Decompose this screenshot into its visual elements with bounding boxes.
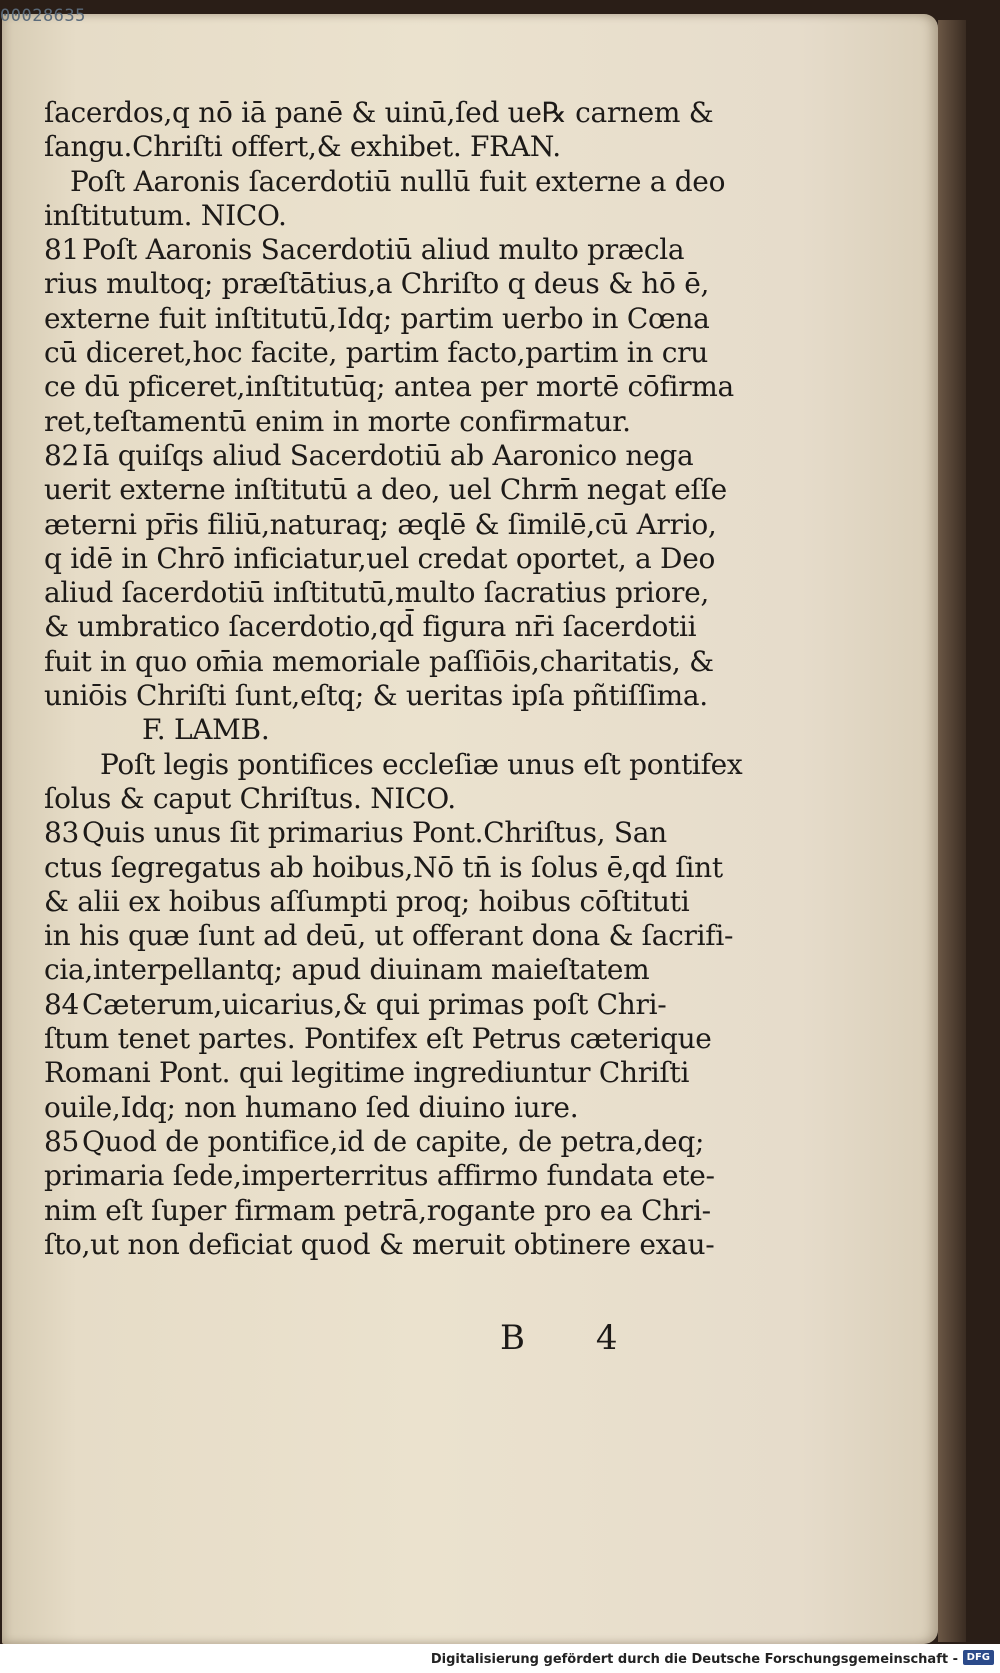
line-text: fuit in quo om̄ia memoriale paſſiōis,charitatis, & — [44, 644, 714, 678]
line-text: Poſt Aaronis ſacerdotiū nullū fuit externe a deo — [70, 164, 726, 198]
line-text: cia,interpellantq; apud diuinam maieſtatem — [44, 953, 650, 987]
line-text: q idē in Chrō inficiatur,uel credat oportet, a Deo — [44, 541, 716, 575]
line-text: Quod de pontifice,id de capite, de petra,deq; — [82, 1124, 705, 1158]
text-line — [44, 405, 784, 439]
line-text: æterni pr̄is filiū,naturaq; æqlē & ſimilē,cū Arrio, — [44, 507, 717, 541]
line-text: Quis unus ſit primarius Pont.Chriſtus, San — [82, 816, 667, 850]
text-line — [44, 473, 784, 507]
thesis-number: 81 — [44, 233, 80, 267]
signature-number: 4 — [595, 1318, 618, 1358]
text-line — [44, 302, 784, 336]
line-text: & umbratico ſacerdotio,qd̄ figura nr̄i ſacerdotii — [44, 610, 697, 644]
text-line — [44, 165, 784, 199]
thesis-number: 82 — [44, 438, 80, 472]
line-text: ſtum tenet partes. Pontifex eſt Petrus cæterique — [44, 1022, 712, 1056]
text-line — [44, 96, 784, 130]
line-text: aliud ſacerdotiū inſtitutū,multo ſacratius priore, — [44, 576, 709, 610]
line-text: primaria ſede,imperterritus affirmo fundata ete- — [44, 1159, 715, 1193]
text-line — [44, 542, 784, 576]
signature-letter: B — [500, 1318, 525, 1358]
line-text: nim eſt ſuper firmam petrā,rogante pro ea Chri- — [44, 1193, 711, 1227]
text-line — [44, 748, 784, 782]
line-text: Cæterum,uicarius,& qui primas poſt Chri- — [82, 987, 667, 1021]
line-text: ſolus & caput Chriſtus. NICO. — [44, 781, 456, 815]
text-line — [44, 645, 784, 679]
line-text: in his quæ ſunt ad deū, ut offerant dona & ſacrifi- — [44, 919, 734, 953]
signature-mark — [500, 1318, 617, 1358]
line-text: inſtitutum. NICO. — [44, 198, 287, 232]
text-line — [44, 1194, 784, 1228]
line-text: & alii ex hoibus aſſumpti proq; hoibus cōſtituti — [44, 884, 690, 918]
line-text: ſangu.Chriſti offert,& exhibet. FRAN. — [44, 130, 561, 164]
line-text: ſto,ut non deficiat quod & meruit obtinere exau- — [44, 1227, 715, 1261]
line-text: Romani Pont. qui legitime ingrediuntur Chriſti — [44, 1056, 690, 1090]
text-line — [44, 1022, 784, 1056]
text-line — [44, 1125, 784, 1159]
text-line — [44, 1091, 784, 1125]
text-line — [44, 782, 784, 816]
text-line — [44, 885, 784, 919]
line-text: rius multoq; præſtātius,a Chriſto q deus & hō ē, — [44, 267, 710, 301]
text-line — [44, 130, 784, 164]
line-text: ce dū pficeret,inſtitutūq; antea per mortē cōfirma — [44, 370, 734, 404]
text-line — [44, 576, 784, 610]
line-text: uniōis Chriſti ſunt,eſtq; & ueritas ipſa pñtiſſima. — [44, 679, 708, 713]
text-line — [44, 1159, 784, 1193]
thesis-number: 84 — [44, 987, 80, 1021]
text-line — [44, 816, 784, 850]
thesis-number: 85 — [44, 1124, 80, 1158]
text-line — [44, 953, 784, 987]
line-text: Poſt legis pontifices eccleſiæ unus eſt pontifex — [100, 747, 743, 781]
scan-id-label: 00028635 — [0, 6, 86, 26]
text-line — [44, 370, 784, 404]
line-text: ret,teſtamentū enim in morte confirmatur. — [44, 404, 631, 438]
text-line — [44, 336, 784, 370]
footer-bar — [0, 1644, 1000, 1673]
page-text — [44, 96, 784, 1262]
line-text: Iā quiſqs aliud Sacerdotiū ab Aaronico nega — [82, 438, 694, 472]
text-line — [44, 988, 784, 1022]
dfg-logo-icon: DFG — [963, 1650, 994, 1665]
line-text: ſacerdos,q nō iā panē & uinū,ſed ue℞ carnem & — [44, 96, 714, 129]
line-text: ouile,Idq; non humano ſed diuino iure. — [44, 1090, 579, 1124]
text-line — [44, 1228, 784, 1262]
line-text: uerit externe inſtitutū a deo, uel Chrm̄ negat eſſe — [44, 473, 727, 507]
book-fore-edge — [938, 20, 966, 1642]
thesis-number: 83 — [44, 816, 80, 850]
text-line — [44, 1056, 784, 1090]
text-line — [44, 713, 784, 747]
text-line — [44, 508, 784, 542]
text-line — [44, 233, 784, 267]
footer-credit: Digitalisierung gefördert durch die Deutsche Forschungsgemeinschaft - — [430, 1652, 958, 1667]
line-text: Poſt Aaronis Sacerdotiū aliud multo præcla — [82, 233, 685, 267]
text-line — [44, 199, 784, 233]
line-text: F. LAMB. — [142, 713, 270, 747]
line-text: cū diceret,hoc facite, partim facto,partim in cru — [44, 336, 708, 370]
line-text: externe fuit inſtitutū,Idq; partim uerbo in Cœna — [44, 301, 710, 335]
line-text: ctus ſegregatus ab hoibus,Nō tn̄ is ſolus ē,qd ſint — [44, 850, 723, 884]
text-line — [44, 610, 784, 644]
text-line — [44, 679, 784, 713]
text-line — [44, 919, 784, 953]
text-line — [44, 267, 784, 301]
text-line — [44, 851, 784, 885]
text-line — [44, 439, 784, 473]
